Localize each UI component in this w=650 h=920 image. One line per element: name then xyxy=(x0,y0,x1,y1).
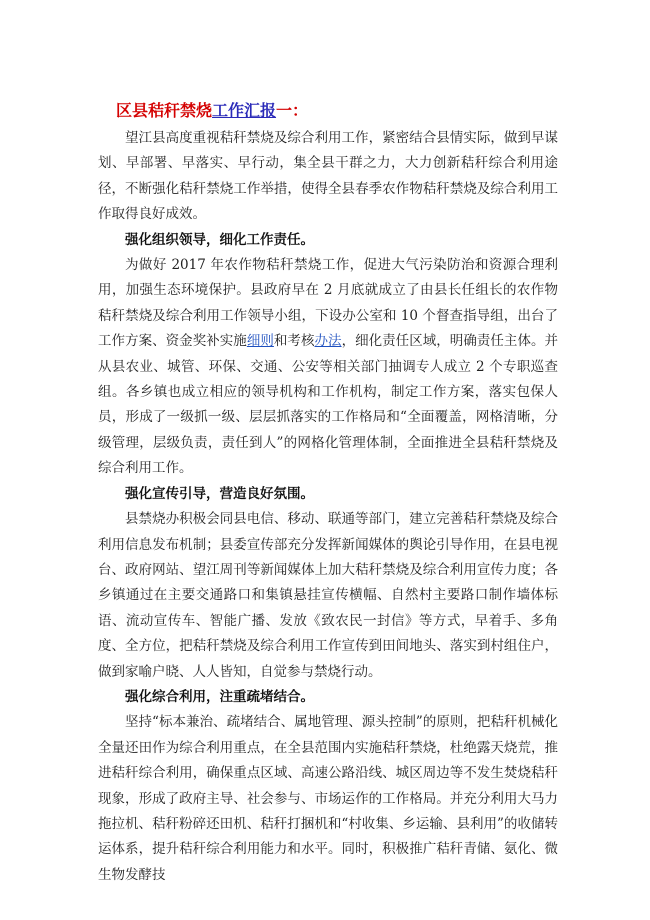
section-heading-publicity: 强化宣传引导，营造良好氛围。 xyxy=(125,485,314,502)
intro-paragraph: 望江县高度重视秸秆禁烧及综合利用工作，紧密结合县情实际，做到早谋划、早部署、早落实、早行动，集全县干群之力，大力创新秸秆综合利用途径，不断强化秸秆禁烧工作举措，使得全县春季农作物秸秆禁烧及综合利用工作取得良好成效。 xyxy=(98,130,558,223)
rules-link[interactable]: 细则 xyxy=(246,333,274,350)
document-body xyxy=(98,126,558,888)
title-suffix: 一： xyxy=(276,101,309,120)
paragraph-text: 和考核 xyxy=(273,333,315,350)
section-paragraph-utilization: 坚持“标本兼治、疏堵结合、属地管理、源头控制”的原则，把秸秆机械化全量还田作为综合利用重点，在全县范围内实施秸秆禁烧，杜绝露天烧荒，推进秸秆综合利用，确保重点区域、高速公路沿线、城区周边等不发生焚烧秸秆现象，形成了政府主导、社会参与、市场运作的工作格局。并充分利用大马力拖拉机、秸秆粉碎还田机、秸秆打捆机和“村收集、乡运输、县利用”的收储转运体系，提升秸秆综合利用能力和水平。同时，积极推广秸秆青储、氨化、微生物发酵技 xyxy=(98,714,558,883)
section-paragraph-organization xyxy=(98,253,558,482)
paragraph-text: 为做好 2017 年农作物秸秆禁烧工作，促进大气污染防治和资源合理利用，加强生态环境保护。县政府早在 2 月底就成立了由县长任组长的农作物秸秆禁烧及综合利用工作领导小组，下设办公室和 10 个督查指导组，出台了工作方案、资金奖补实施 xyxy=(98,257,558,350)
section-heading-organization: 强化组织领导，细化工作责任。 xyxy=(125,231,314,248)
title-link[interactable]: 工作汇报 xyxy=(212,101,277,120)
measures-link[interactable]: 办法 xyxy=(314,333,342,350)
paragraph-text: ，细化责任区域，明确责任主体。并从县农业、城管、环保、交通、公安等相关部门抽调专人成立 2 个专职巡查组。各乡镇也成立相应的领导机构和工作机构，制定工作方案，落实包保人员，形成了一级抓一级、层层抓落实的工作格局和“全面覆盖，网格清晰，分级管理，层级负责，责任到人”的网格化管理体制，全面推进全县秸秆禁烧及综合利用工作。 xyxy=(98,333,559,477)
document-title xyxy=(116,98,308,121)
title-text: 区县秸秆禁烧 xyxy=(116,101,213,120)
section-paragraph-publicity: 县禁烧办积极会同县电信、移动、联通等部门，建立完善秸秆禁烧及综合利用信息发布机制；县委宣传部充分发挥新闻媒体的舆论引导作用，在县电视台、政府网站、望江周刊等新闻媒体上加大秸秆禁烧及综合利用宣传力度；各乡镇通过在主要交通路口和集镇悬挂宣传横幅、自然村主要路口制作墙体标语、流动宣传车、智能广播、发放《致农民一封信》等方式，早着手、多角度、全方位，把秸秆禁烧及综合利用工作宣传到田间地头、落实到村组住户，做到家喻户晓、人人皆知，自觉参与禁烧行动。 xyxy=(98,511,558,680)
section-heading-utilization: 强化综合利用，注重疏堵结合。 xyxy=(125,688,314,705)
